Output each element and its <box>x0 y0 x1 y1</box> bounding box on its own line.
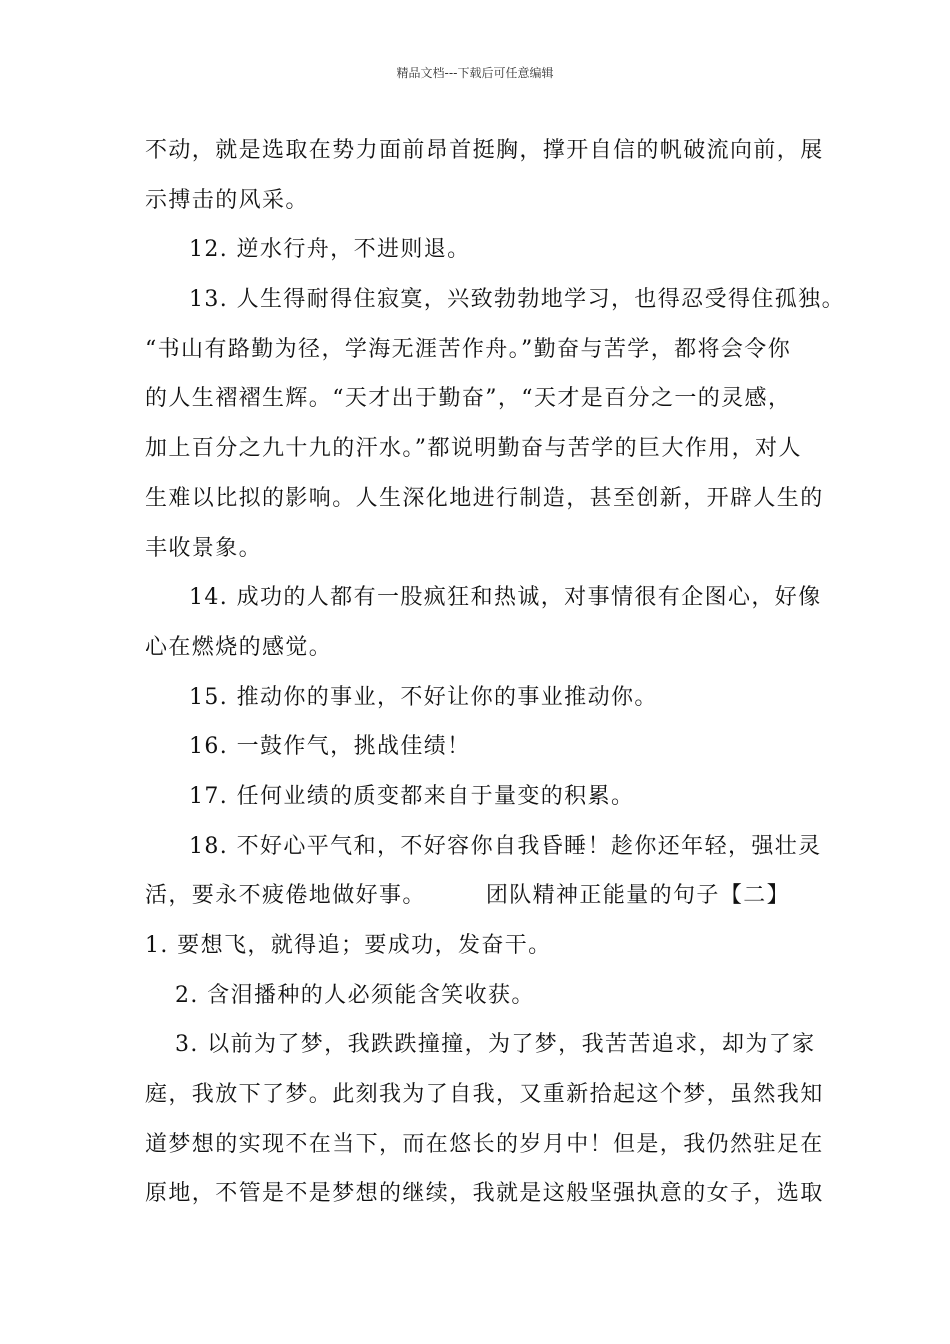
list-item-2: 2. 含泪播种的人必须能含笑收获。 <box>175 982 535 1008</box>
list-item-18: 18. 不好心平气和，不好容你自我昏睡！趁你还年轻，强壮灵 <box>189 833 822 859</box>
list-item-17: 17. 任何业绩的质变都来自于量变的积累。 <box>189 783 635 809</box>
text-line: 庭，我放下了梦。此刻我为了自我，又重新拾起这个梦，虽然我知 <box>145 1082 824 1108</box>
text-line: “书山有路勤为径，学海无涯苦作舟。”勤奋与苦学，都将会令你 <box>145 336 792 362</box>
text-line: 不动，就是选取在势力面前昂首挺胸，撑开自信的帆破流向前，展 <box>145 138 824 163</box>
text-line: 加上百分之九十九的汗水。”都说明勤奋与苦学的巨大作用，对人 <box>145 436 802 462</box>
list-item-3: 3. 以前为了梦，我跌跌撞撞，为了梦，我苦苦追求，却为了家 <box>175 1032 816 1058</box>
text-line: 心在燃烧的感觉。 <box>145 634 333 660</box>
list-item-12: 12. 逆水行舟，不进则退。 <box>189 237 471 263</box>
text-line: 原地，不管是不是梦想的继续，我就是这般坚强执意的女子，选取 <box>145 1181 824 1207</box>
text-line: 活，要永不疲倦地做好事。 <box>145 883 426 909</box>
section-heading: 团队精神正能量的句子【二】 <box>485 883 791 909</box>
list-item-14: 14. 成功的人都有一股疯狂和热诚，对事情很有企图心，好像 <box>189 585 822 611</box>
text-line: 的人生褶褶生辉。“天才出于勤奋”，“天才是百分之一的灵感， <box>145 386 792 412</box>
text-line: 丰收景象。 <box>145 535 263 561</box>
list-item-13: 13. 人生得耐得住寂寞，兴致勃勃地学习，也得忍受得住孤独。 <box>189 287 845 313</box>
page-header: 精品文档---下载后可任意编辑 <box>396 66 554 80</box>
text-line: 道梦想的实现不在当下，而在悠长的岁月中！但是，我仍然驻足在 <box>145 1131 824 1157</box>
text-line: 生难以比拟的影响。人生深化地进行制造，甚至创新，开辟人生的 <box>145 485 824 511</box>
list-item-1: 1. 要想飞，就得追；要成功，发奋干。 <box>145 933 552 958</box>
list-item-15: 15. 推动你的事业，不好让你的事业推动你。 <box>189 684 658 710</box>
text-line: 示搏击的风采。 <box>145 187 309 213</box>
document-body <box>145 126 845 1219</box>
text-line-with-heading <box>145 871 825 921</box>
list-item-16: 16. 一鼓作气，挑战佳绩！ <box>189 734 471 760</box>
